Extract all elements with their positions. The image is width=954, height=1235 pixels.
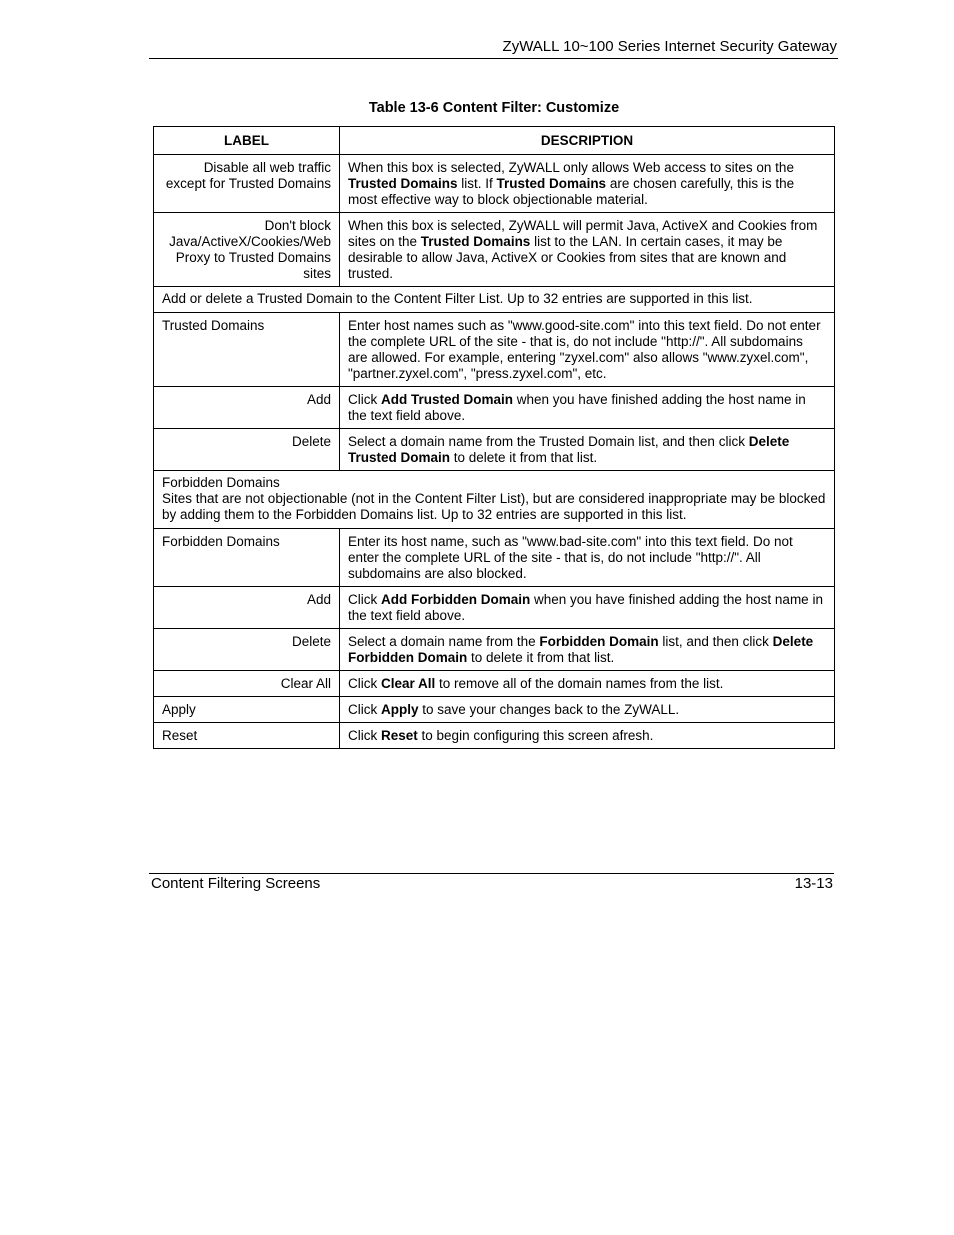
table-row — [154, 629, 835, 671]
table-row — [154, 313, 835, 387]
description-cell — [340, 387, 835, 429]
header-rule — [149, 58, 838, 59]
description-cell — [340, 155, 835, 213]
label-cell: Add — [154, 587, 340, 629]
description-cell — [340, 213, 835, 287]
section-note-cell — [154, 287, 835, 313]
description-text: when you have finished adding the host name in the text field above. — [348, 592, 823, 623]
description-bold-term: Apply — [381, 702, 419, 717]
table-row — [154, 213, 835, 287]
description-bold-term: Clear All — [381, 676, 436, 691]
description-bold-term: Trusted Domains — [496, 176, 607, 191]
section-note-line: Sites that are not objectionable (not in the Content Filter List), but are considered inappropriate may be blocked by adding them to the Forbidden Domains list. Up to 32 entries are supported in this list. — [162, 491, 826, 522]
label-cell: Delete — [154, 629, 340, 671]
description-text: to delete it from that list. — [467, 650, 615, 665]
table-row — [154, 387, 835, 429]
description-text: When this box is selected, ZyWALL will permit Java, ActiveX and Cookies from sites on the — [348, 218, 818, 249]
description-text: to remove all of the domain names from the list. — [435, 676, 724, 691]
label-cell: Forbidden Domains — [154, 529, 340, 587]
table-caption: Table 13-6 Content Filter: Customize — [368, 100, 620, 116]
description-bold-term: Add Trusted Domain — [381, 392, 514, 407]
label-column-header: LABEL — [154, 127, 340, 155]
description-text: Select a domain name from the Trusted Domain list, and then click — [348, 434, 749, 449]
section-note-cell — [154, 471, 835, 529]
content-filter-table — [153, 126, 835, 749]
table-row — [154, 529, 835, 587]
description-text: list to the LAN. In certain cases, it may be desirable to allow Java, ActiveX or Cookies from sites that are known and trusted. — [348, 234, 787, 281]
description-text: to save your changes back to the ZyWALL. — [418, 702, 680, 717]
table-row — [154, 587, 835, 629]
page-number: 13-13 — [794, 875, 833, 892]
table-header-row — [154, 127, 835, 155]
description-text: list. If — [457, 176, 497, 191]
description-cell — [340, 629, 835, 671]
table-row — [154, 471, 835, 529]
label-cell: Add — [154, 387, 340, 429]
description-bold-term: Delete Trusted Domain — [348, 434, 790, 465]
footer-section-title: Content Filtering Screens — [151, 875, 321, 892]
table-row — [154, 287, 835, 313]
description-text: to begin configuring this screen afresh. — [417, 728, 654, 743]
description-cell — [340, 529, 835, 587]
table-row — [154, 697, 835, 723]
label-cell: Disable all web traffic except for Trusted Domains — [154, 155, 340, 213]
description-cell — [340, 429, 835, 471]
description-cell — [340, 723, 835, 749]
description-cell — [340, 587, 835, 629]
description-bold-term: Add Forbidden Domain — [381, 592, 531, 607]
description-text: Enter host names such as "www.good-site.com" into this text field. Do not enter the complete URL of the site - that is, do not include "http://". All subdomains are allowed. For example, entering "zyxel.com" also allows "www.zyxel.com", "partner.zyxel.com", "press.zyxel.com", etc. — [348, 318, 821, 381]
description-bold-term: Delete Forbidden Domain — [348, 634, 814, 665]
section-note-line: Forbidden Domains — [162, 475, 280, 490]
description-text: list, and then click — [658, 634, 773, 649]
description-bold-term: Trusted Domains — [348, 176, 458, 191]
description-text: Click — [348, 392, 381, 407]
table-row — [154, 723, 835, 749]
table-body — [154, 155, 835, 749]
table-row — [154, 429, 835, 471]
section-note-line: Add or delete a Trusted Domain to the Content Filter List. Up to 32 entries are supported in this list. — [162, 291, 753, 306]
label-cell: Reset — [154, 723, 340, 749]
label-cell: Delete — [154, 429, 340, 471]
label-cell: Trusted Domains — [154, 313, 340, 387]
table-row — [154, 671, 835, 697]
description-text: Click — [348, 728, 381, 743]
description-text: Click — [348, 676, 381, 691]
table-row — [154, 155, 835, 213]
description-cell — [340, 671, 835, 697]
description-text: Click — [348, 702, 381, 717]
description-bold-term: Forbidden Domain — [539, 634, 659, 649]
description-cell — [340, 697, 835, 723]
description-text: Enter its host name, such as "www.bad-site.com" into this text field. Do not enter the complete URL of the site - that is, do not include "http://". All subdomains are also blocked. — [348, 534, 793, 581]
description-text: Click — [348, 592, 381, 607]
description-text: Select a domain name from the — [348, 634, 540, 649]
label-cell: Don't block Java/ActiveX/Cookies/Web Proxy to Trusted Domains sites — [154, 213, 340, 287]
description-bold-term: Trusted Domains — [420, 234, 531, 249]
description-text: are chosen carefully, this is the most effective way to block objectionable material. — [348, 176, 795, 207]
description-text: when you have finished adding the host name in the text field above. — [348, 392, 806, 423]
label-cell: Clear All — [154, 671, 340, 697]
description-bold-term: Reset — [381, 728, 418, 743]
description-column-header: DESCRIPTION — [340, 127, 835, 155]
label-cell: Apply — [154, 697, 340, 723]
running-header: ZyWALL 10~100 Series Internet Security Gateway — [502, 38, 837, 55]
description-text: to delete it from that list. — [450, 450, 598, 465]
description-cell — [340, 313, 835, 387]
description-text: When this box is selected, ZyWALL only allows Web access to sites on the — [348, 160, 794, 175]
